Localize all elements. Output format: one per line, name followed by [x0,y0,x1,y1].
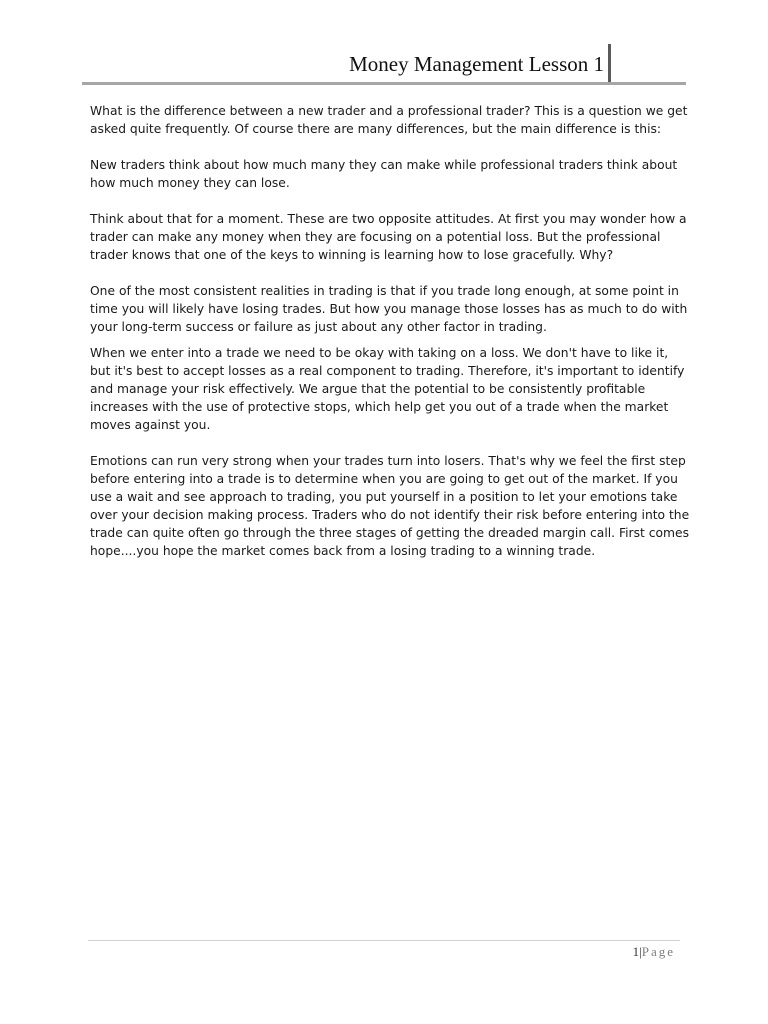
footer-rule [88,940,680,941]
paragraph: When we enter into a trade we need to be okay with taking on a loss. We don't have to like it, but it's best to accept losses as a real component to trading. Therefore, it's important to identify and manage your risk effectively. We argue that the potential to be consistently profitable increases with the use of protective stops, which help get you out of a trade when the market moves against you. [90,346,685,432]
paragraph: One of the most consistent realities in trading is that if you trade long enough, at some point in time you will likely have losing trades. But how you manage those losses has as much to do with your long-term success or failure as just about any other factor in trading. [90,284,688,334]
page-label: Page [641,944,675,959]
page-header [82,44,686,84]
page-separator: | [639,944,642,959]
paragraph: What is the difference between a new trader and a professional trader? This is a question we get asked quite frequently. Of course there are many differences, but the main difference is this: [90,104,688,136]
paragraph: Think about that for a moment. These are two opposite attitudes. At first you may wonder how a trader can make any money when they are focusing on a potential loss. But the professional trader knows that one of the keys to winning is learning how to lose gracefully. Why? [90,212,687,262]
document-body [90,102,690,578]
page-footer [633,944,675,960]
document-title: Money Management Lesson 1 [349,52,604,76]
header-rule [82,82,686,85]
paragraph: Emotions can run very strong when your trades turn into losers. That's why we feel the first step before entering into a trade is to determine when you are going to get out of the market. If you use a wait and see approach to trading, you put yourself in a position to let your emotions take over your decision making process. Traders who do not identify their risk before entering into the trade can quite often go through the three stages of getting the dreaded margin call. First comes hope....you hope the market comes back from a losing trading to a winning trade. [90,454,690,558]
paragraph: New traders think about how much many they can make while professional traders think about how much money they can lose. [90,158,678,190]
page-number: 1 [632,944,640,959]
header-vertical-bar [608,44,611,84]
